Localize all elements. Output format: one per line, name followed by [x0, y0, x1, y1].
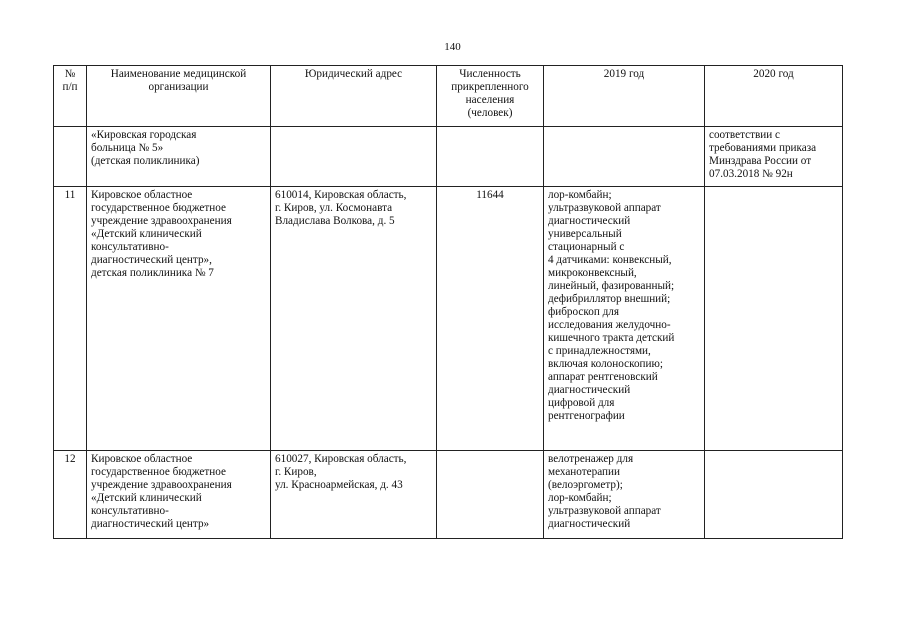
table-row	[54, 127, 843, 187]
equipment-2019	[544, 127, 705, 187]
text-line: г. Киров, ул. Космонавта	[275, 202, 393, 214]
organization-name	[87, 451, 271, 539]
equipment-2020	[705, 451, 843, 539]
text-line: прикрепленного	[451, 81, 529, 93]
text-line: соответствии с	[709, 129, 780, 141]
header-population	[437, 66, 544, 127]
text-line: фиброскоп для	[548, 306, 620, 318]
text-line: государственное бюджетное	[91, 202, 226, 214]
text-line: цифровой для	[548, 397, 615, 409]
header-2019	[544, 66, 705, 127]
text-line: диагностический центр»	[91, 518, 210, 530]
text-line: диагностический центр»,	[91, 254, 212, 266]
legal-address	[271, 127, 437, 187]
text-line: 07.03.2018 № 92н	[709, 168, 793, 180]
equipment-2020	[705, 127, 843, 187]
header-2020	[705, 66, 843, 127]
text-line: Владислава Волкова, д. 5	[275, 215, 395, 227]
header-organization	[87, 66, 271, 127]
legal-address	[271, 451, 437, 539]
row-number: 12	[54, 451, 87, 539]
text-line: велотренажер для	[548, 453, 634, 465]
text-line: (детская поликлиника)	[91, 155, 200, 167]
organization-name	[87, 187, 271, 451]
population-count	[437, 127, 544, 187]
text-line: Численность	[459, 68, 521, 80]
text-line: (человек)	[467, 107, 513, 119]
text-line: Кировское областное	[91, 189, 193, 201]
population-count	[437, 451, 544, 539]
text-line: детская поликлиника № 7	[91, 267, 214, 279]
text-line: микроконвексный,	[548, 267, 637, 279]
text-line: 610027, Кировская область,	[275, 453, 407, 465]
row-number: 11	[54, 187, 87, 451]
text-line: 2019 год	[603, 68, 645, 80]
text-line: ул. Красноармейская, д. 43	[275, 479, 403, 491]
text-line: государственное бюджетное	[91, 466, 226, 478]
text-line: п/п	[62, 81, 78, 93]
text-line: исследования желудочно-	[548, 319, 671, 331]
text-line: 2020 год	[753, 68, 794, 80]
text-line: с принадлежностями,	[548, 345, 651, 357]
text-line: учреждение здравоохранения	[91, 215, 232, 227]
header-address	[271, 66, 437, 127]
text-line: ультразвуковой аппарат	[548, 505, 661, 517]
text-line: 4 датчиками: конвексный,	[548, 254, 672, 266]
text-line: Кировское областное	[91, 453, 193, 465]
text-line: Юридический адрес	[304, 68, 403, 80]
equipment-2019	[544, 187, 705, 451]
text-line: включая колоноскопию;	[548, 358, 663, 370]
text-line: ультразвуковой аппарат	[548, 202, 661, 214]
equipment-2019	[544, 451, 705, 539]
equipment-table	[53, 65, 843, 539]
text-line: населения	[465, 94, 515, 106]
text-line: (велоэргометр);	[548, 479, 623, 491]
row-number	[54, 127, 87, 187]
text-line: линейный, фазированный;	[548, 280, 675, 292]
text-line: диагностический	[548, 384, 631, 396]
text-line: лор-комбайн;	[548, 189, 612, 201]
table-row	[54, 451, 843, 539]
text-line: механотерапии	[548, 466, 620, 478]
text-line: г. Киров,	[275, 466, 317, 478]
header-number	[54, 66, 87, 127]
legal-address	[271, 187, 437, 451]
text-line: консультативно-	[91, 241, 169, 253]
text-line: учреждение здравоохранения	[91, 479, 232, 491]
text-line: «Кировская городская	[91, 129, 197, 141]
text-line: кишечного тракта детский	[548, 332, 675, 344]
text-line: диагностический	[548, 518, 631, 530]
text-line: аппарат рентгеновский	[548, 371, 658, 383]
text-line: универсальный	[548, 228, 622, 240]
text-line: больница № 5»	[91, 142, 164, 154]
text-line: Наименование медицинской	[110, 68, 247, 80]
text-line: «Детский клинический	[91, 228, 202, 240]
table-header-row	[54, 66, 843, 127]
text-line: №	[64, 68, 76, 80]
organization-name	[87, 127, 271, 187]
page-number: 140	[444, 41, 461, 53]
text-line: 610014, Кировская область,	[275, 189, 407, 201]
equipment-2020	[705, 187, 843, 451]
text-line: дефибриллятор внешний;	[548, 293, 671, 305]
table-row	[54, 187, 843, 451]
text-line: «Детский клинический	[91, 492, 202, 504]
population-count: 11644	[437, 187, 544, 451]
text-line: лор-комбайн;	[548, 492, 612, 504]
text-line: консультативно-	[91, 505, 169, 517]
text-line: рентгенографии	[548, 410, 625, 422]
text-line: диагностический	[548, 215, 631, 227]
text-line: организации	[148, 81, 209, 93]
text-line: Минздрава России от	[709, 155, 812, 167]
text-line: стационарный с	[548, 241, 625, 253]
text-line: требованиями приказа	[709, 142, 817, 154]
